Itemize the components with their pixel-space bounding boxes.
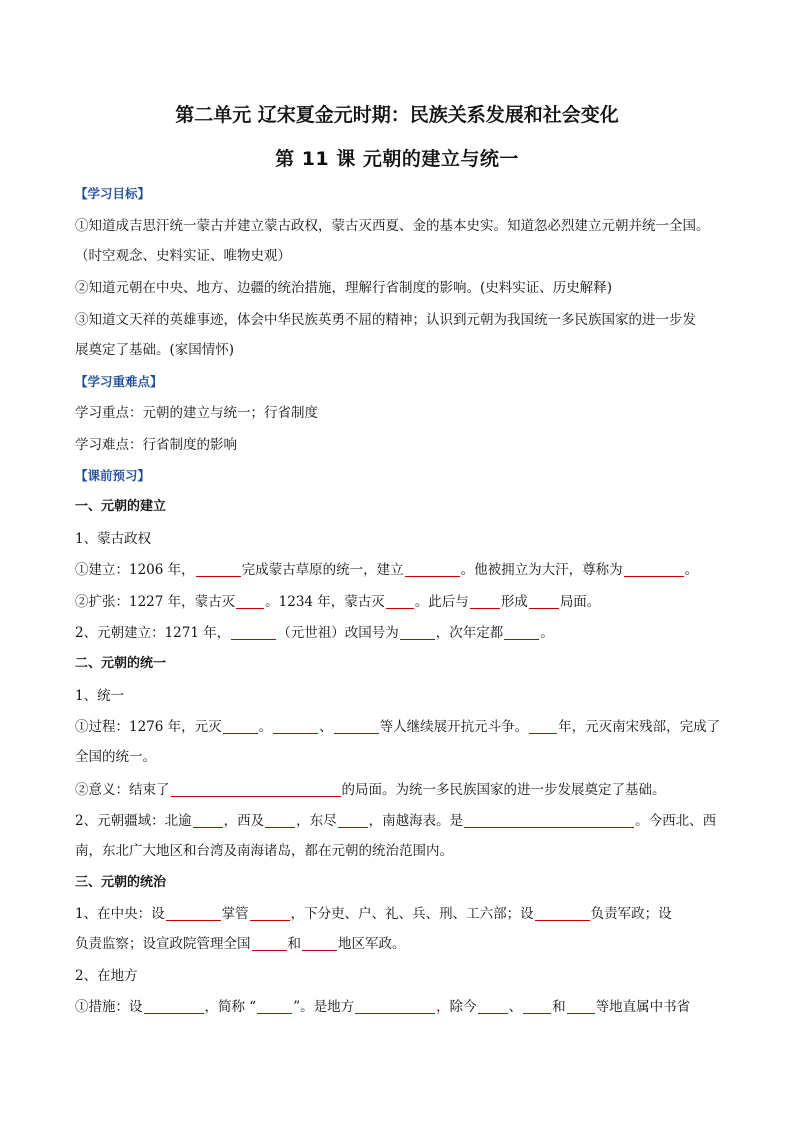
answer-blank[interactable] — [273, 719, 318, 734]
fill-line-central: 1、在中央：设 掌管 ，下分吏、户、礼、兵、刑、工六部；设 负责军政；设 — [75, 906, 672, 922]
answer-blank[interactable] — [302, 936, 337, 951]
answer-blank[interactable] — [478, 999, 508, 1014]
objective-3-line-1: ③知道文天祥的英雄事迹，体会中华民族英勇不屈的精神；认识到元朝为我国统一多民族国家的进一步发 — [75, 312, 696, 328]
answer-blank[interactable] — [231, 625, 276, 640]
answer-blank[interactable] — [464, 813, 634, 828]
key-points-heading: 【学习重难点】 — [75, 374, 163, 389]
fill-line-establish: ①建立：1206 年， 完成蒙古草原的统一，建立 。他被拥立为大汗，尊称为 。 — [75, 562, 699, 578]
section-2-title: 二、元朝的统一 — [75, 656, 167, 671]
answer-blank[interactable] — [523, 999, 551, 1014]
answer-blank[interactable] — [529, 594, 559, 609]
fill-line-process-cont: 全国的统一。 — [75, 749, 156, 765]
fill-line-significance: ②意义：结束了 的局面。为统一多民族国家的进一步发展奠定了基础。 — [75, 782, 666, 798]
fill-line-territory: 2、元朝疆域：北逾 ，西及 ，东尽 ，南越海表。是 。今西北、西 — [75, 813, 717, 829]
answer-blank[interactable] — [470, 594, 500, 609]
objective-1-line-1: ①知道成吉思汗统一蒙古并建立蒙古政权，蒙古灭西夏、金的基本史实。知道忽必烈建立元朝并统一全国。 — [75, 218, 710, 234]
objective-1-line-2: （时空观念、史料实证、唯物史观） — [75, 248, 291, 264]
objective-3-line-2: 展奠定了基础。(家国情怀) — [75, 342, 235, 358]
answer-blank[interactable] — [236, 594, 264, 609]
fill-line-territory-cont: 南，东北广大地区和台湾及南海诸岛，都在元朝的统治范围内。 — [75, 843, 453, 859]
answer-blank[interactable] — [624, 562, 684, 577]
fill-line-expansion: ②扩张：1227 年，蒙古灭 。1234 年，蒙古灭 。此后与 形成 局面。 — [75, 594, 601, 610]
objectives-heading: 【学习目标】 — [75, 186, 151, 201]
answer-blank[interactable] — [144, 999, 204, 1014]
answer-blank[interactable] — [334, 719, 379, 734]
answer-blank[interactable] — [196, 562, 241, 577]
answer-blank[interactable] — [567, 999, 595, 1014]
unit-title: 第二单元 辽宋夏金元时期：民族关系发展和社会变化 — [175, 104, 619, 126]
answer-blank[interactable] — [250, 906, 290, 921]
answer-blank[interactable] — [405, 562, 460, 577]
answer-blank[interactable] — [265, 813, 295, 828]
objective-2: ②知道元朝在中央、地方、边疆的统治措施，理解行省制度的影响。(史料实证、历史解释) — [75, 280, 613, 296]
answer-blank[interactable] — [257, 999, 292, 1014]
subsection-unification: 1、统一 — [75, 688, 125, 704]
section-3-title: 三、元朝的统治 — [75, 875, 167, 890]
answer-blank[interactable] — [338, 813, 368, 828]
lesson-title: 第 11 课 元朝的建立与统一 — [275, 148, 519, 170]
subsection-mongol-regime: 1、蒙古政权 — [75, 531, 152, 547]
answer-blank[interactable] — [400, 625, 435, 640]
answer-blank[interactable] — [535, 906, 590, 921]
answer-blank[interactable] — [166, 906, 221, 921]
answer-blank[interactable] — [171, 782, 341, 797]
section-1-title: 一、元朝的建立 — [75, 499, 167, 514]
preview-heading: 【课前预习】 — [75, 468, 151, 483]
fill-line-process: ①过程：1276 年，元灭 。 、 等人继续展开抗元斗争。 年，元灭南宋残部，完成了 — [75, 719, 721, 735]
answer-blank[interactable] — [252, 936, 287, 951]
answer-blank[interactable] — [386, 594, 414, 609]
answer-blank[interactable] — [529, 719, 557, 734]
answer-blank[interactable] — [355, 999, 435, 1014]
learning-focus: 学习重点：元朝的建立与统一；行省制度 — [75, 405, 318, 421]
answer-blank[interactable] — [193, 813, 223, 828]
answer-blank[interactable] — [504, 625, 539, 640]
learning-difficulty: 学习难点：行省制度的影响 — [75, 437, 237, 453]
answer-blank[interactable] — [223, 719, 258, 734]
fill-line-central-cont: 负责监察；设宣政院管理全国 和 地区军政。 — [75, 936, 406, 952]
fill-line-yuan-founding: 2、元朝建立：1271 年， （元世祖）改国号为 ，次年定都 。 — [75, 625, 554, 641]
fill-line-local-measures: ①措施：设 ，简称 “ ”。是地方 ，除今 、 和 等地直属中书省 — [75, 999, 691, 1015]
subsection-local: 2、在地方 — [75, 968, 138, 984]
